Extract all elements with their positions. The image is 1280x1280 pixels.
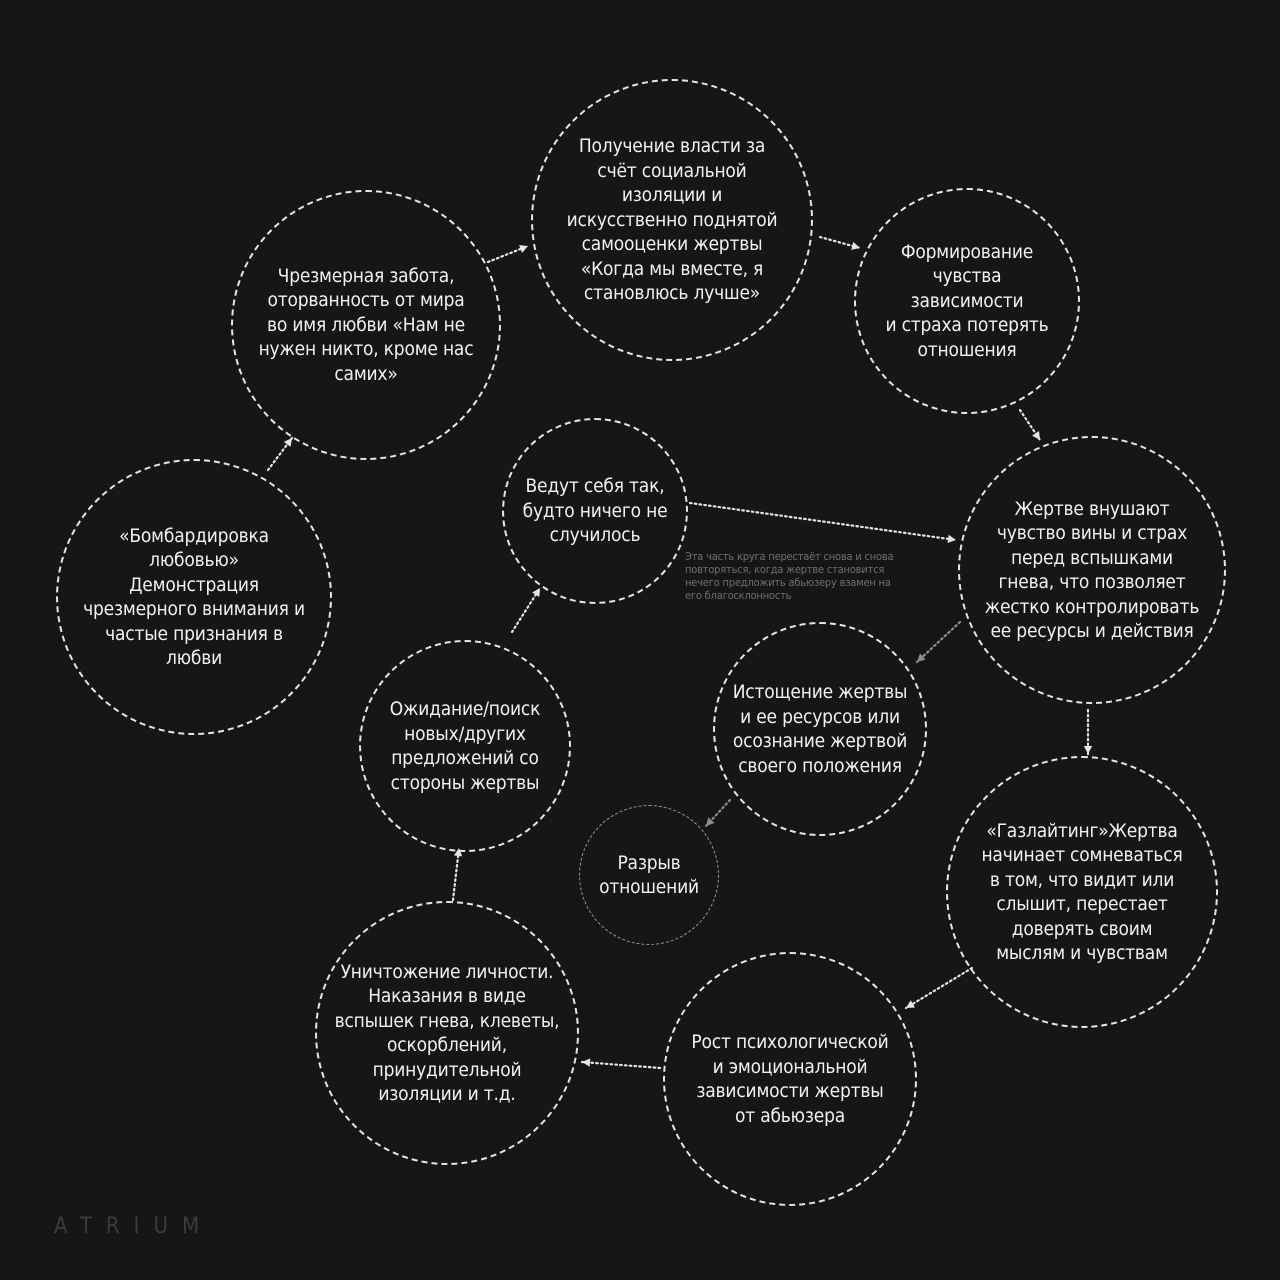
arrow-destruction-to-waiting xyxy=(453,848,462,900)
arrow-bombing-to-care xyxy=(268,438,292,470)
arrow-act-normal-to-guilt xyxy=(690,503,956,543)
arrow-gaslighting-to-growth xyxy=(906,968,972,1008)
arrow-power-to-dependency xyxy=(820,237,860,250)
node-excessive-care xyxy=(231,190,501,460)
node-exhaustion xyxy=(713,622,927,836)
arrow-dependency-to-guilt xyxy=(1020,410,1040,440)
brand-logo: ATRIUM xyxy=(54,1214,214,1239)
node-waiting-search-text: Ожидание/поиск новых/других предложений со стороны жертвы xyxy=(389,698,541,794)
node-dependency-fear-text: Формирование чувства зависимости и страха потерять отношения xyxy=(885,240,1049,361)
node-power-isolation-text: Получение власти за счёт социальной изоляции и искусственно поднятой самооценки жертвы «Когда мы вместе, я становлюсь лучше» xyxy=(566,135,778,305)
node-power-isolation xyxy=(531,79,813,361)
node-breakup-text: Разрыв отношений xyxy=(599,851,699,898)
node-guilt-control xyxy=(958,436,1226,704)
node-dependency-fear xyxy=(854,188,1080,414)
arrow-guilt-to-exhaustion xyxy=(917,622,960,662)
cycle-note: Эта часть круга перестаёт снова и снова повторяться, когда жертве становится нечего предложить абьюзеру взамен на его благосклонность xyxy=(685,550,894,602)
node-exhaustion-text: Истощение жертвы и ее ресурсов или осознание жертвой своего положения xyxy=(732,681,908,777)
node-guilt-control-text: Жертве внушают чувство вины и страх перед вспышками гнева, что позволяет жестко контролировать ее ресурсы и действия xyxy=(984,497,1200,642)
arrow-care-to-power xyxy=(488,245,528,262)
node-personality-destruction xyxy=(315,901,579,1165)
node-dependency-growth-text: Рост психологической и эмоциональной зависимости жертвы от абьюзера xyxy=(691,1031,889,1127)
node-love-bombing xyxy=(56,459,332,735)
arrow-guilt-to-gaslighting xyxy=(1084,710,1092,754)
node-waiting-search xyxy=(359,640,571,852)
node-gaslighting xyxy=(946,756,1218,1028)
node-personality-destruction-text: Уничтожение личности. Наказания в виде вспышек гнева, клеветы, оскорблений, принудительной изоляции и т.д. xyxy=(334,960,560,1105)
node-excessive-care-text: Чрезмерная забота, оторванность от мира во имя любви «Нам не нужен никто, кроме нас самих» xyxy=(258,264,474,385)
node-dependency-growth xyxy=(663,952,917,1206)
arrow-exhaustion-to-breakup xyxy=(706,800,730,826)
node-love-bombing-text: «Бомбардировка любовью» Демонстрация чрезмерного внимания и частые признания в любви xyxy=(83,524,305,669)
arrow-growth-to-destruction xyxy=(582,1058,660,1068)
node-act-normal-text: Ведут себя так, будто ничего не случилось xyxy=(522,475,668,547)
node-act-normal xyxy=(502,418,688,604)
node-breakup xyxy=(579,805,719,945)
node-gaslighting-text: «Газлайтинг»Жертва начинает сомневаться в том, что видит или слышит, перестает доверять своим мыслям и чувствам xyxy=(981,819,1183,964)
arrow-waiting-to-act-normal xyxy=(512,588,540,632)
